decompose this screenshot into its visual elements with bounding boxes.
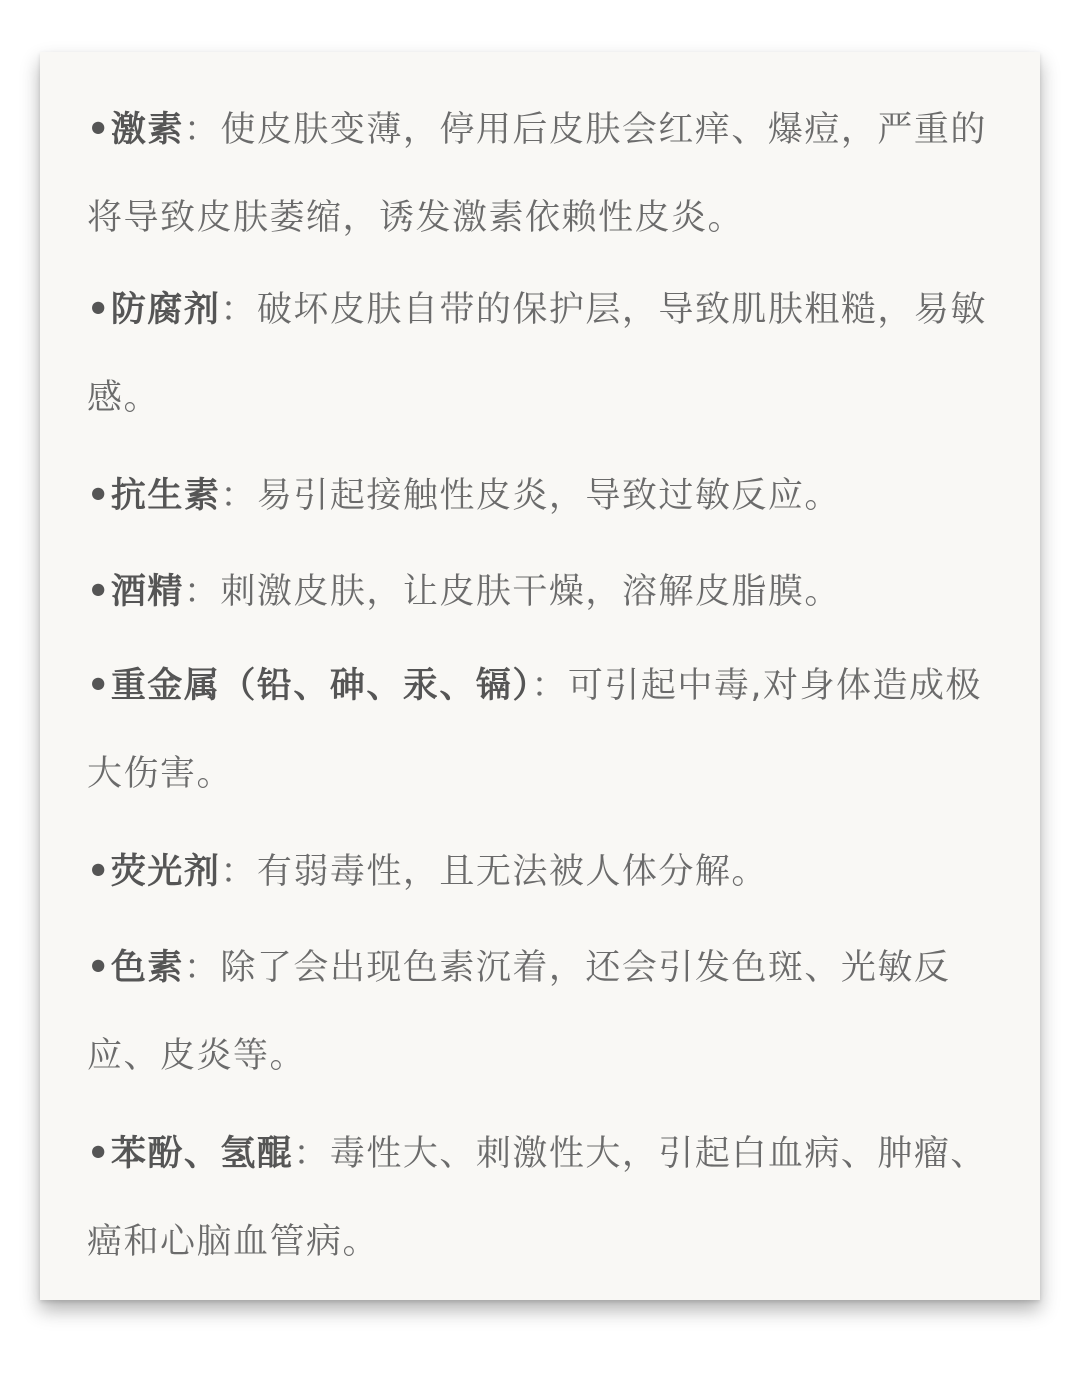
entry-heavy-metals	[87, 642, 997, 818]
entry-term: •激素	[87, 110, 184, 150]
entry-text: ：刺激皮肤，让皮肤干燥，溶解皮脂膜。	[183, 572, 841, 612]
entry-text: ：有弱毒性，且无法被人体分解。	[220, 852, 768, 892]
entry-term: •重金属（铅、砷、汞、镉）	[87, 666, 532, 706]
entry-text: ：易引起接触性皮炎，导致过敏反应。	[220, 476, 841, 516]
entry-text: ：可引起中毒,对身体造成极大伤害。	[87, 666, 983, 794]
entry-antibiotics	[87, 452, 997, 540]
content-card	[40, 52, 1040, 1300]
entry-text: ：毒性大、刺激性大，引起白血病、肿瘤、癌和心脑血管病。	[87, 1134, 987, 1262]
entry-preservatives	[87, 266, 997, 442]
entry-text: ：破坏皮肤自带的保护层，导致肌肤粗糙，易敏感。	[87, 290, 987, 418]
entry-term: •酒精	[87, 572, 184, 612]
entry-term: •抗生素	[87, 476, 221, 516]
entry-term: •苯酚、氢醌	[87, 1134, 294, 1174]
entry-hormones	[87, 86, 997, 262]
entry-text: ：除了会出现色素沉着，还会引发色斑、光敏反应、皮炎等。	[87, 948, 951, 1076]
entry-alcohol	[87, 548, 997, 636]
entry-pigments	[87, 924, 997, 1100]
entry-phenol-hydroquinone	[87, 1110, 997, 1286]
entry-term: •荧光剂	[87, 852, 221, 892]
entry-term: •色素	[87, 948, 184, 988]
entry-fluorescent-agents	[87, 828, 997, 916]
entry-text: ：使皮肤变薄，停用后皮肤会红痒、爆痘，严重的将导致皮肤萎缩，诱发激素依赖性皮炎。	[87, 110, 987, 238]
entry-term: •防腐剂	[87, 290, 221, 330]
